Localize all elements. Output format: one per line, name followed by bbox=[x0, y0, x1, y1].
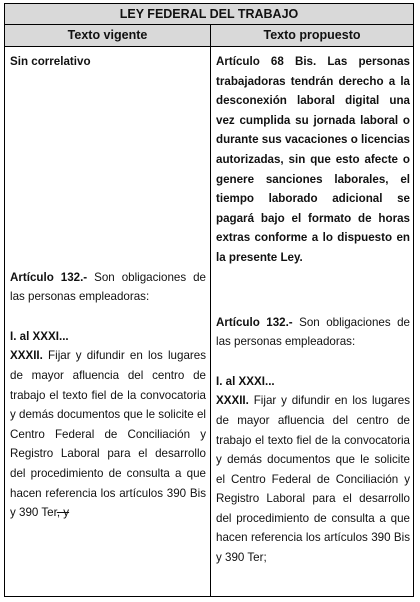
articulo-132-paragraph bbox=[10, 268, 206, 307]
comparison-table bbox=[4, 3, 414, 597]
fraccion-xxxii-paragraph bbox=[10, 346, 206, 522]
articulo-132-label: Artículo 132.- bbox=[216, 315, 293, 329]
fraccion-xxxii-text: Fijar y difundir en los lugares de mayor afluencia del centro de trabajo el texto fiel de la convocatoria y demás documentos que le solicite el Centro Federal de Conciliación y Registro Laboral para el desarrollo del procedimiento de consulta a que hacen referencia los artículos 390 Bis y 390 Ter; bbox=[216, 394, 410, 565]
spacer bbox=[216, 268, 410, 313]
column-texto-vigente bbox=[10, 52, 206, 523]
column-texto-propuesto bbox=[216, 52, 410, 568]
spacer bbox=[10, 307, 206, 327]
header-texto-propuesto: Texto propuesto bbox=[263, 28, 361, 42]
articulo-68-bis-paragraph: Artículo 68 Bis. Las personas trabajadoras tendrán derecho a la desconexión laboral digital una vez cumplida su jornada laboral o durante sus vacaciones o licencias autorizadas, sin que esto afecte o genere sanciones laborales, el tiempo laborado adicional se pagará bajo el formato de horas extras conforme a lo dispuesto en la presente Ley. bbox=[216, 55, 410, 264]
articulo-132-label: Artículo 132.- bbox=[10, 270, 88, 284]
sin-correlativo: Sin correlativo bbox=[10, 55, 91, 68]
fracciones-line: I. al XXXI... bbox=[10, 329, 69, 343]
table-title: LEY FEDERAL DEL TRABAJO bbox=[5, 4, 413, 25]
spacer bbox=[216, 352, 410, 372]
articulo-132-text: Son obligaciones de las personas empleadoras: bbox=[216, 315, 410, 349]
struck-text: , y bbox=[56, 506, 70, 520]
fraccion-xxxii-text: Fijar y difundir en los lugares de mayor afluencia del centro de trabajo el texto fiel de la convocatoria y demás documentos que le solicite el Centro Federal de Conciliación y Registro Laboral para el desarrollo del procedimiento de consulta a que hacen referencia los artículos 390 Bis y 390 Ter bbox=[10, 349, 206, 520]
fraccion-xxxii-paragraph bbox=[216, 391, 410, 567]
articulo-132-text: Son obligaciones de las personas empleadoras: bbox=[10, 270, 206, 304]
header-texto-vigente: Texto vigente bbox=[67, 28, 148, 42]
fraccion-xxxii-label: XXXII. bbox=[216, 394, 249, 408]
fracciones-line: I. al XXXI... bbox=[216, 374, 275, 388]
header-row bbox=[5, 25, 413, 47]
fraccion-xxxii-label: XXXII. bbox=[10, 349, 43, 363]
spacer bbox=[10, 72, 206, 268]
articulo-132-paragraph bbox=[216, 313, 410, 352]
column-divider bbox=[210, 25, 211, 597]
